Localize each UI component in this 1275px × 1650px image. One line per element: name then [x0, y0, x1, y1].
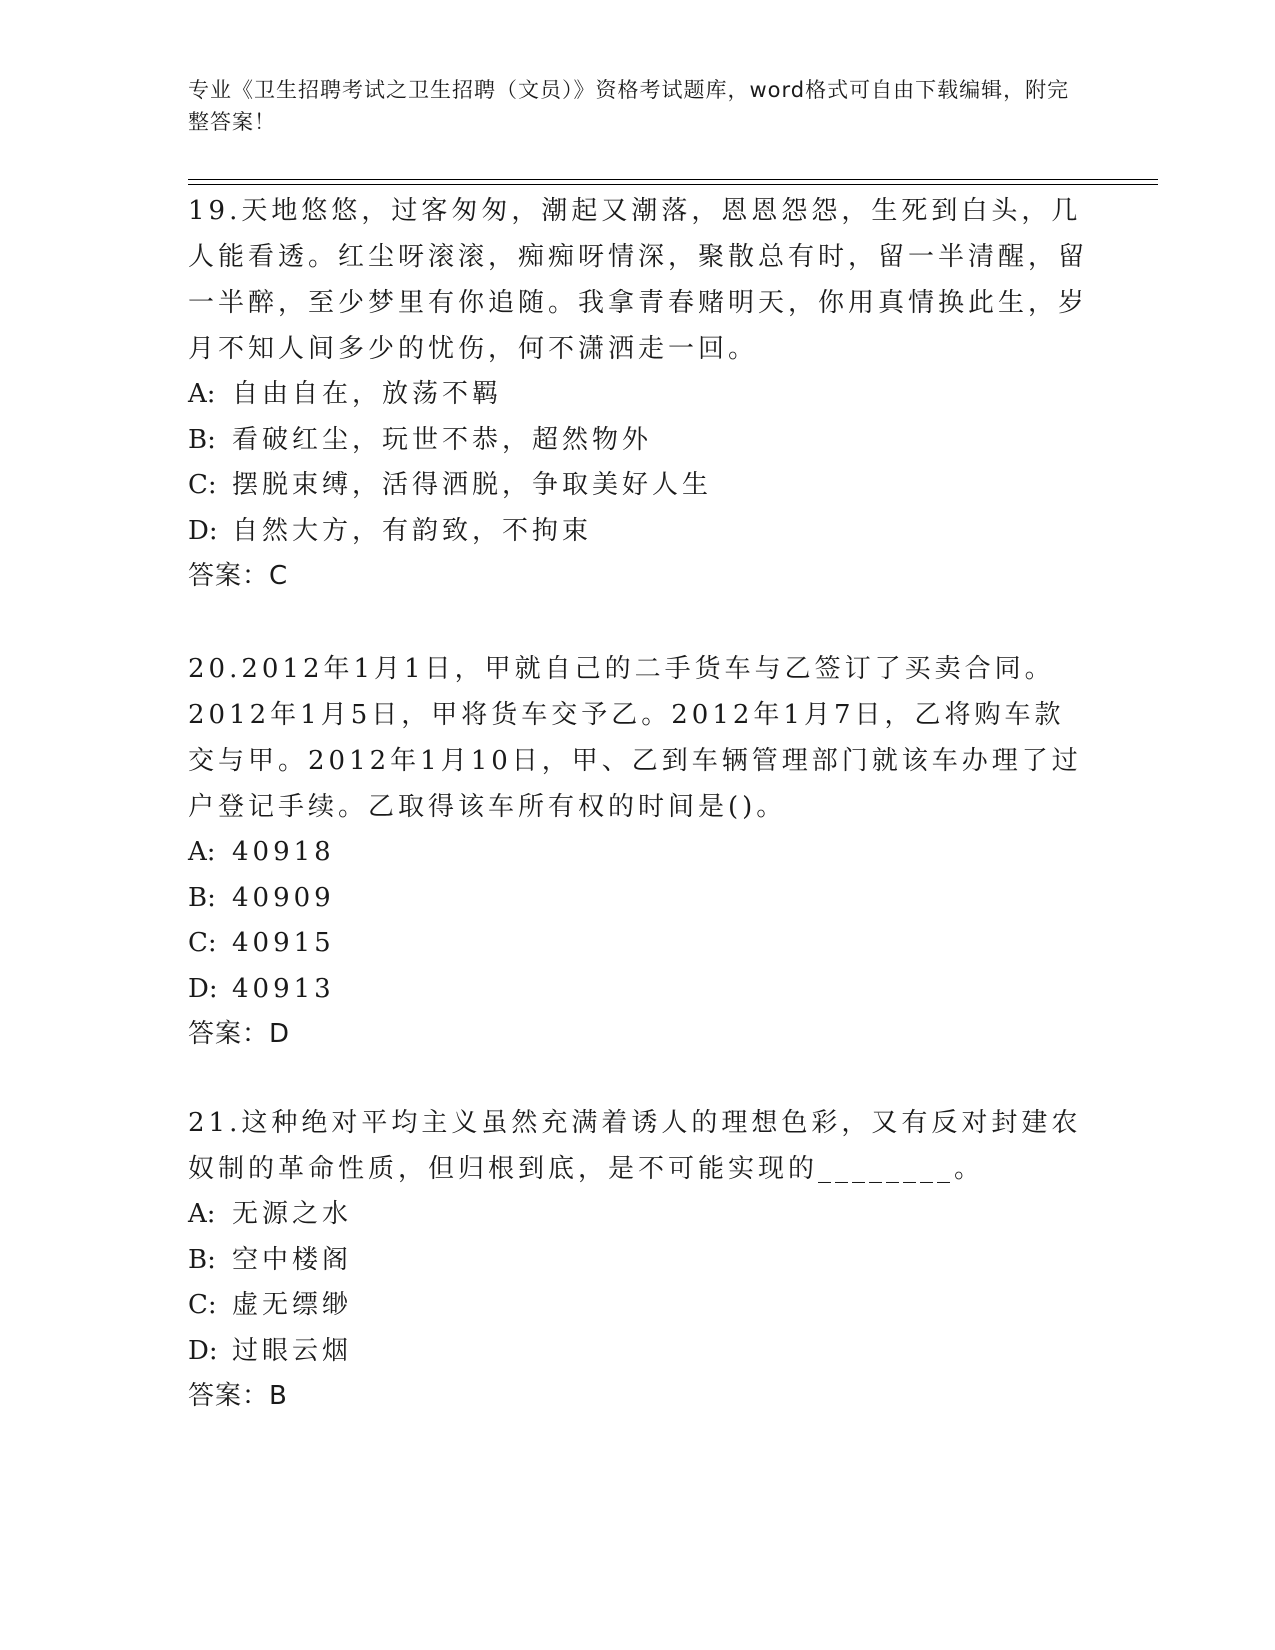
header-rule-bottom — [188, 184, 1158, 185]
option-b — [188, 418, 1088, 464]
question-stem: 21.这种绝对平均主义虽然充满着诱人的理想色彩，又有反对封建农奴制的革命性质，但归根到底，是不可能实现的________。 — [188, 1108, 1082, 1184]
option-text: 空中楼阁 — [232, 1244, 353, 1275]
option-key: C: — [188, 1290, 217, 1320]
answer-line: 答案：B — [188, 1381, 288, 1411]
option-d — [188, 967, 1088, 1013]
option-key: C: — [188, 928, 217, 958]
option-b — [188, 1238, 1088, 1284]
option-a — [188, 830, 1088, 876]
option-key: D: — [188, 1335, 218, 1366]
option-text: 自由自在，放荡不羁 — [232, 379, 503, 409]
option-key: C: — [188, 470, 217, 500]
option-c — [188, 921, 1088, 967]
question-stem: 19.天地悠悠，过客匆匆，潮起又潮落，恩恩怨怨，生死到白头，几人能看透。红尘呀滚滚，痴痴呀情深，聚散总有时，留一半清醒，留一半醉，至少梦里有你追随。我拿青春赌明天，你用真情换此生，岁月不知人间多少的忧伤，何不潇洒走一回。 — [188, 196, 1089, 364]
option-c — [188, 463, 1088, 509]
option-key: B: — [188, 882, 216, 913]
question-21 — [188, 1100, 1088, 1419]
option-text: 40913 — [232, 973, 335, 1004]
answer-line: 答案：D — [188, 1019, 291, 1049]
option-text: 虚无缥缈 — [232, 1290, 353, 1320]
option-d — [188, 509, 1088, 555]
option-text: 无源之水 — [232, 1199, 353, 1229]
option-key: B: — [188, 1244, 216, 1275]
option-text: 40909 — [232, 882, 335, 913]
option-a — [188, 372, 1088, 418]
option-a — [188, 1192, 1088, 1238]
answer-line: 答案：C — [188, 561, 289, 591]
question-19 — [188, 188, 1088, 599]
document-header: 专业《卫生招聘考试之卫生招聘（文员）》资格考试题库，word格式可自由下载编辑，附完整答案！ — [188, 78, 1070, 134]
option-key: D: — [188, 973, 218, 1004]
option-text: 40915 — [232, 928, 335, 958]
option-text: 摆脱束缚，活得洒脱，争取美好人生 — [232, 470, 713, 500]
option-text: 过眼云烟 — [232, 1335, 353, 1366]
option-text: 看破红尘，玩世不恭，超然物外 — [232, 424, 653, 455]
option-c — [188, 1283, 1088, 1329]
option-key: A: — [188, 837, 216, 867]
question-stem: 20.2012年1月1日，甲就自己的二手货车与乙签订了买卖合同。2012年1月5日，甲将货车交予乙。2012年1月7日，乙将购车款交与甲。2012年1月10日，甲、乙到车辆管理部门就该车办理了过户登记手续。乙取得该车所有权的时间是()。 — [188, 654, 1082, 822]
option-key: B: — [188, 424, 216, 455]
option-key: A: — [188, 1199, 216, 1229]
option-key: D: — [188, 515, 218, 546]
option-key: A: — [188, 379, 216, 409]
question-20 — [188, 646, 1088, 1057]
option-text: 自然大方，有韵致，不拘束 — [232, 515, 593, 546]
option-d — [188, 1329, 1088, 1375]
header-rule-top — [188, 179, 1158, 180]
option-text: 40918 — [232, 837, 335, 867]
option-b — [188, 876, 1088, 922]
